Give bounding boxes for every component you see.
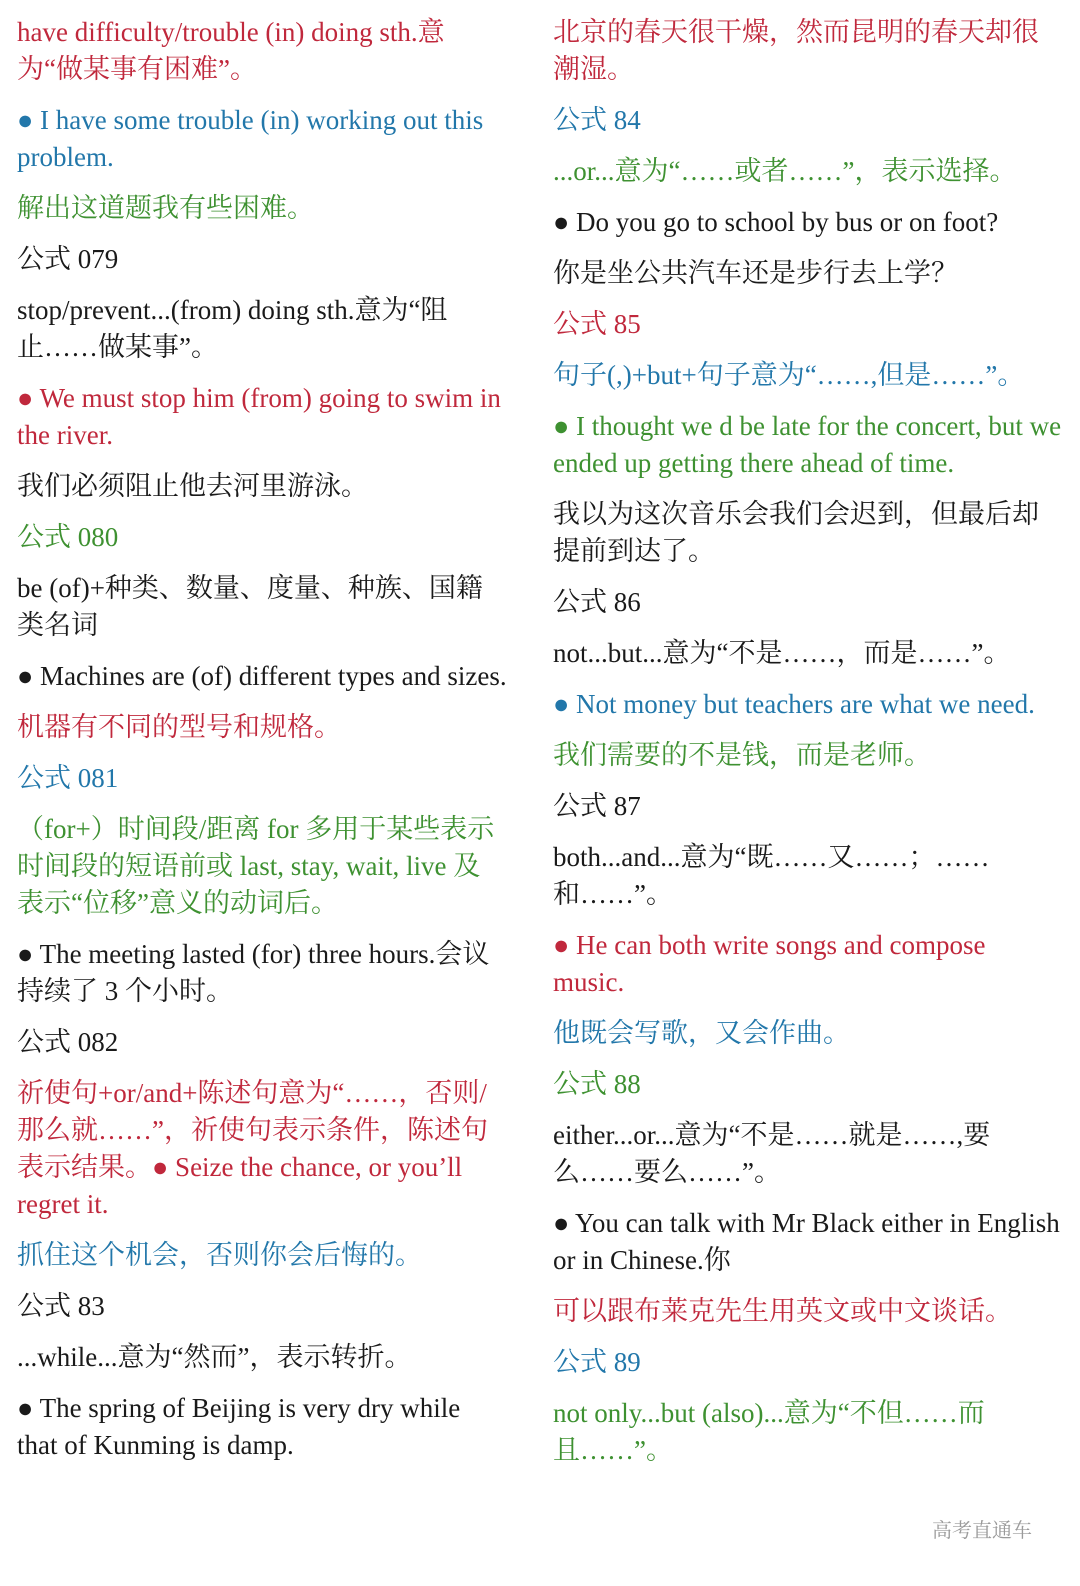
line: ● Not money but teachers are what we need. (553, 689, 1035, 719)
line: 我们需要的不是钱，而是老师。 (553, 740, 931, 770)
line: ● You can talk with Mr Black either in English or in Chinese.你 (553, 1208, 1060, 1275)
right-column (553, 14, 1063, 1483)
line: ● The spring of Beijing is very dry while that of Kunming is damp. (17, 1393, 461, 1460)
line: 抓住这个机会，否则你会后悔的。 (17, 1240, 422, 1270)
line: 公式 082 (17, 1027, 119, 1057)
line: stop/prevent...(from) doing sth.意为“阻止……做某事”。 (17, 295, 448, 362)
line: 机器有不同的型号和规格。 (17, 712, 341, 742)
line: 公式 84 (553, 105, 641, 135)
line: 公式 080 (17, 522, 119, 552)
line: ● Machines are (of) different types and sizes. (17, 661, 507, 691)
line: ...while...意为“然而”，表示转折。 (17, 1342, 412, 1372)
line: both...and...意为“既……又……；……和……”。 (553, 842, 990, 909)
line: ● I have some trouble (in) working out this problem. (17, 105, 484, 172)
watermark: 高考直通车 (932, 1518, 1032, 1542)
line: ● Do you go to school by bus or on foot? (553, 207, 999, 237)
line: 解出这道题我有些困难。 (17, 193, 314, 223)
line: 公式 83 (17, 1291, 105, 1321)
line: 我们必须阻止他去河里游泳。 (17, 471, 368, 501)
line: not...but...意为“不是……，而是……”。 (553, 638, 1011, 668)
line: 公式 85 (553, 309, 641, 339)
line: 公式 86 (553, 587, 641, 617)
line: ● We must stop him (from) going to swim in the river. (17, 383, 501, 450)
line: 公式 87 (553, 791, 641, 821)
line: ● The meeting lasted (for) three hours.会议持续了 3 个小时。 (17, 939, 490, 1006)
line: 可以跟布莱克先生用英文或中文谈话。 (553, 1296, 1012, 1326)
line: 他既会写歌，又会作曲。 (553, 1018, 850, 1048)
line: 公式 079 (17, 244, 119, 274)
line: 祈使句+or/and+陈述句意为“……，否则/那么就……”，祈使句表示条件，陈述句表示结果。● Seize the chance, or you’ll regret it. (17, 1078, 488, 1219)
line: 公式 88 (553, 1069, 641, 1099)
line: 公式 89 (553, 1347, 641, 1377)
line: ...or...意为“……或者……”，表示选择。 (553, 156, 1017, 186)
line: 我以为这次音乐会我们会迟到，但最后却提前到达了。 (553, 499, 1039, 566)
line: ● He can both write songs and compose music. (553, 930, 986, 997)
line: have difficulty/trouble (in) doing sth.意为“做某事有困难”。 (17, 17, 445, 84)
line: 北京的春天很干燥，然而昆明的春天却很潮湿。 (553, 17, 1039, 84)
left-column (17, 14, 507, 1478)
line: not only...but (also)...意为“不但……而且……”。 (553, 1398, 985, 1465)
line: ● I thought we d be late for the concert, but we ended up getting there ahead of time. (553, 411, 1062, 478)
line: 你是坐公共汽车还是步行去上学？ (553, 258, 958, 288)
line: 公式 081 (17, 763, 119, 793)
line: （for+）时间段/距离 for 多用于某些表示时间段的短语前或 last, stay, wait, live 及表示“位移”意义的动词后。 (17, 814, 495, 918)
line: 句子(,)+but+句子意为“……,但是……”。 (553, 360, 1025, 390)
line: be (of)+种类、数量、度量、种族、国籍类名词 (17, 573, 483, 640)
line: either...or...意为“不是……就是……,要么……要么……”。 (553, 1120, 991, 1187)
